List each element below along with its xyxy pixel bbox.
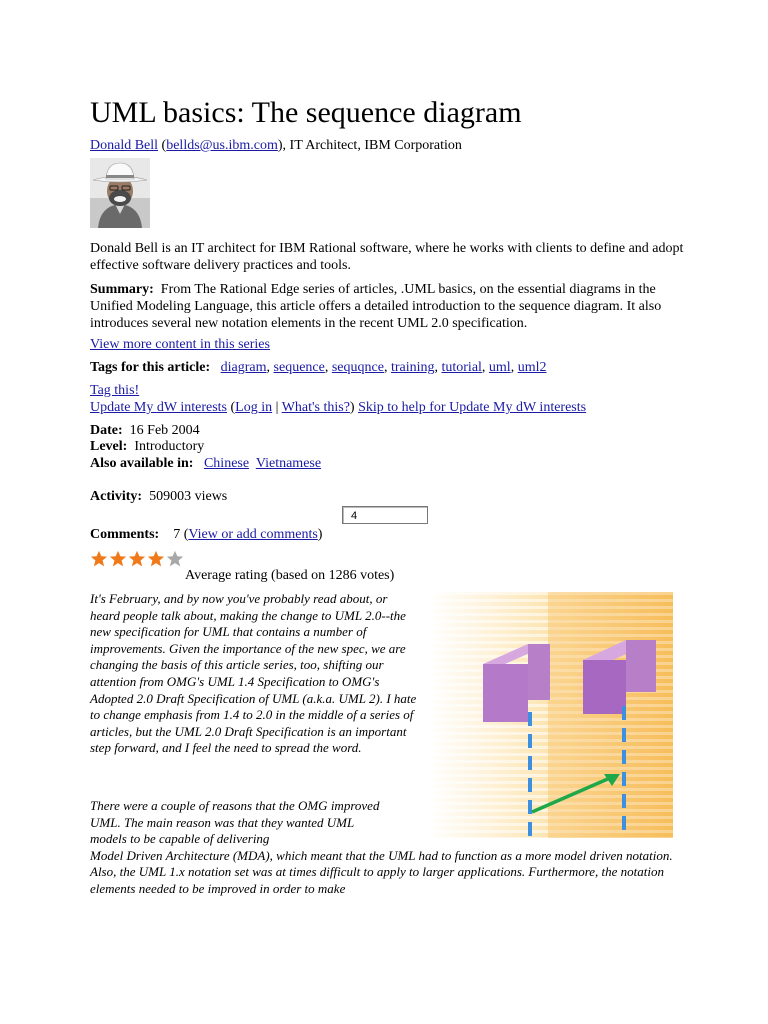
activity-label: Activity: [90, 489, 143, 504]
author-email-link[interactable]: bellds@us.ibm.com [166, 138, 278, 153]
average-rating: Average rating (based on 1286 votes) [185, 568, 395, 583]
level-row [90, 438, 204, 456]
star-filled-icon [109, 550, 127, 568]
sequence-diagram-illustration [428, 592, 673, 838]
author-bio: Donald Bell is an IT architect for IBM Rational software, where he works with clients to define and adopt effective software delivery practices and tools. [90, 241, 684, 273]
tag-uml2[interactable]: uml2 [517, 360, 547, 375]
page-title: UML basics: The sequence diagram [90, 96, 522, 129]
rating-vote-select[interactable]: 4 [342, 506, 428, 524]
star-filled-icon [128, 550, 146, 568]
series-link[interactable]: View more content in this series [90, 337, 270, 352]
tag-sequence[interactable]: sequence [273, 360, 325, 375]
rating-stars [90, 550, 185, 573]
body-paragraph-2-narrow: There were a couple of reasons that the OMG improved UML. The main reason was that they wanted UML models to be capable of delivering [90, 798, 380, 847]
comments-link[interactable]: View or add comments [188, 527, 318, 542]
language-chinese-link[interactable]: Chinese [203, 456, 250, 471]
level-label: Level: [90, 439, 128, 454]
language-vietnamese-link[interactable]: Vietnamese [255, 456, 322, 471]
whats-this-link[interactable]: What's this? [281, 400, 350, 415]
date-label: Date: [90, 423, 123, 438]
login-link[interactable]: Log in [235, 400, 273, 415]
comments-row: Comments: 7 (View or add comments) [90, 527, 323, 542]
star-filled-icon [90, 550, 108, 568]
interests-row: Update My dW interests (Log in | What's this?) Skip to help for Update My dW interests [90, 400, 587, 415]
summary [90, 281, 690, 332]
tags-label: Tags for this article: [90, 360, 211, 375]
level-value: Introductory [134, 439, 205, 454]
summary-text: From The Rational Edge series of articles, .UML basics, on the essential diagrams in the Unified Modeling Language, this article offers a detailed introduction to the sequence diagram. It also introduces several new notation elements in the recent UML 2.0 specification. [90, 282, 662, 331]
available-label: Also available in: [90, 456, 194, 471]
tag-sequqnce[interactable]: sequqnce [331, 360, 384, 375]
byline: Donald Bell (bellds@us.ibm.com), IT Architect, IBM Corporation [90, 138, 462, 153]
comments-label: Comments: [90, 527, 160, 542]
tag-training[interactable]: training [390, 360, 435, 375]
date-value: 16 Feb 2004 [129, 423, 200, 438]
author-photo [90, 158, 150, 228]
activity-row [90, 488, 227, 506]
tag-tutorial[interactable]: tutorial [441, 360, 482, 375]
tags-row: Tags for this article: diagram, sequence, sequqnce, training, tutorial, uml, uml2 [90, 360, 547, 375]
body-paragraph-2-wide: Model Driven Architecture (MDA), which meant that the UML had to function as a more model driven notation. Also, the UML 1.x notation set was at times difficult to apply to larger applications. Furthermore, the notation elements needed to be improved in order to make [90, 847, 673, 896]
update-interests-link[interactable]: Update My dW interests [90, 400, 227, 415]
star-filled-icon [147, 550, 165, 568]
tag-uml[interactable]: uml [488, 360, 511, 375]
author-role: ), IT Architect, IBM Corporation [277, 138, 462, 153]
activity-value: 509003 views [149, 489, 228, 504]
summary-label: Summary: [90, 282, 154, 297]
body-paragraph-1: It's February, and by now you've probably read about, or heard people talk about, making the change to UML 2.0--the new specification for UML that contains a number of improvements. Given the importance of the new spec, we are changing the basis of this article series, too, shifting our attention from OMG's UML 1.4 Specification to OMG's Adopted 2.0 Draft Specification of UML (a.k.a. UML 2). I hate to change emphasis from 1.4 to 2.0 in the middle of a series of articles, but the UML 2.0 Draft Specification is an important step forward, and I feel the need to spread the word. [90, 591, 417, 756]
tag-this-link[interactable]: Tag this! [90, 383, 140, 398]
skip-help-link[interactable]: Skip to help for Update My dW interests [358, 400, 587, 415]
star-empty-icon [166, 550, 184, 568]
comments-count: 7 [173, 527, 181, 542]
author-link[interactable]: Donald Bell [90, 138, 159, 153]
tag-diagram[interactable]: diagram [220, 360, 267, 375]
languages-row [90, 455, 321, 473]
